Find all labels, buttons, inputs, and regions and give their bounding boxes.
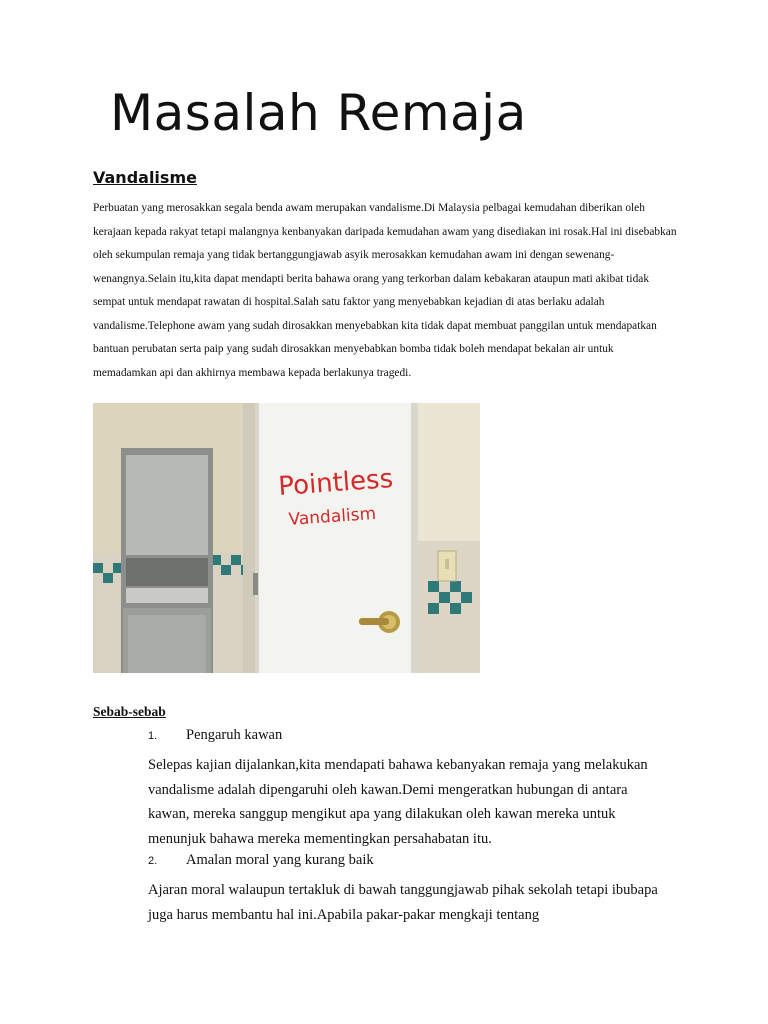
list-number: 2. xyxy=(148,855,158,867)
list-item-label: Amalan moral yang kurang baik xyxy=(186,852,374,868)
intro-paragraph: Perbuatan yang merosakkan segala benda awam merupakan vandalisme.Di Malaysia pelbagai kemudahan diberikan oleh kerajaan kepada rakyat tetapi malangnya kenbanyakan daripada kemudahan awam yang disediakan ini rosak.Hal ini disebabkan oleh sekumpulan remaja yang tidak bertanggungjawab asyik merosakkan kemudahan awam ini dengan sewenang-wenangnya.Selain itu,kita dapat mendapti berita bahawa orang yang terkorban dalam kebakaran ataupun mati akibat tidak sempat untuk mendapat rawatan di hospital.Salah satu faktor yang menyebabkan kejadian di atas berlaku adalah vandalisme.Telephone awam yang sudah dirosakkan menyebabkan kita tidak dapat membuat panggilan untuk mendapatkan bantuan perubatan serta paip yang sudah dirosakkan menyebabkan bomba tidak boleh mendapat bekalan air untuk memadamkan api dan akhirnya membawa kepada berlakunya tragedi. xyxy=(93,202,677,379)
graffiti-text-line2: Vandalism xyxy=(287,503,377,530)
cause-paragraph: Selepas kajian dijalankan,kita mendapati bahawa kebanyakan remaja yang melakukan vandalisme adalah dipengaruhi oleh kawan.Demi mengeratkan hubungan di antara kawan, mereka sanggup mengikut apa yang dilakukan oleh kawan mereka untuk menunjuk bahawa mereka mementingkan persahabatan itu. xyxy=(148,757,648,847)
cause-list-item xyxy=(148,727,282,744)
graffiti-text-line1: Pointless xyxy=(277,464,395,502)
cause-paragraph: Ajaran moral walaupun tertakluk di bawah tanggungjawab pihak sekolah tetapi ibubapa juga harus membantu hal ini.Apabila pakar-pakar mengkaji tentang xyxy=(148,882,658,923)
page-title: Masalah Remaja xyxy=(110,84,527,142)
list-number: 1. xyxy=(148,730,158,742)
cause-list-item xyxy=(148,852,374,869)
vandalism-photo xyxy=(93,403,480,673)
causes-heading: Sebab-sebab xyxy=(93,704,166,719)
list-item-label: Pengaruh kawan xyxy=(186,727,283,743)
section-heading-vandalisme: Vandalisme xyxy=(93,168,197,187)
